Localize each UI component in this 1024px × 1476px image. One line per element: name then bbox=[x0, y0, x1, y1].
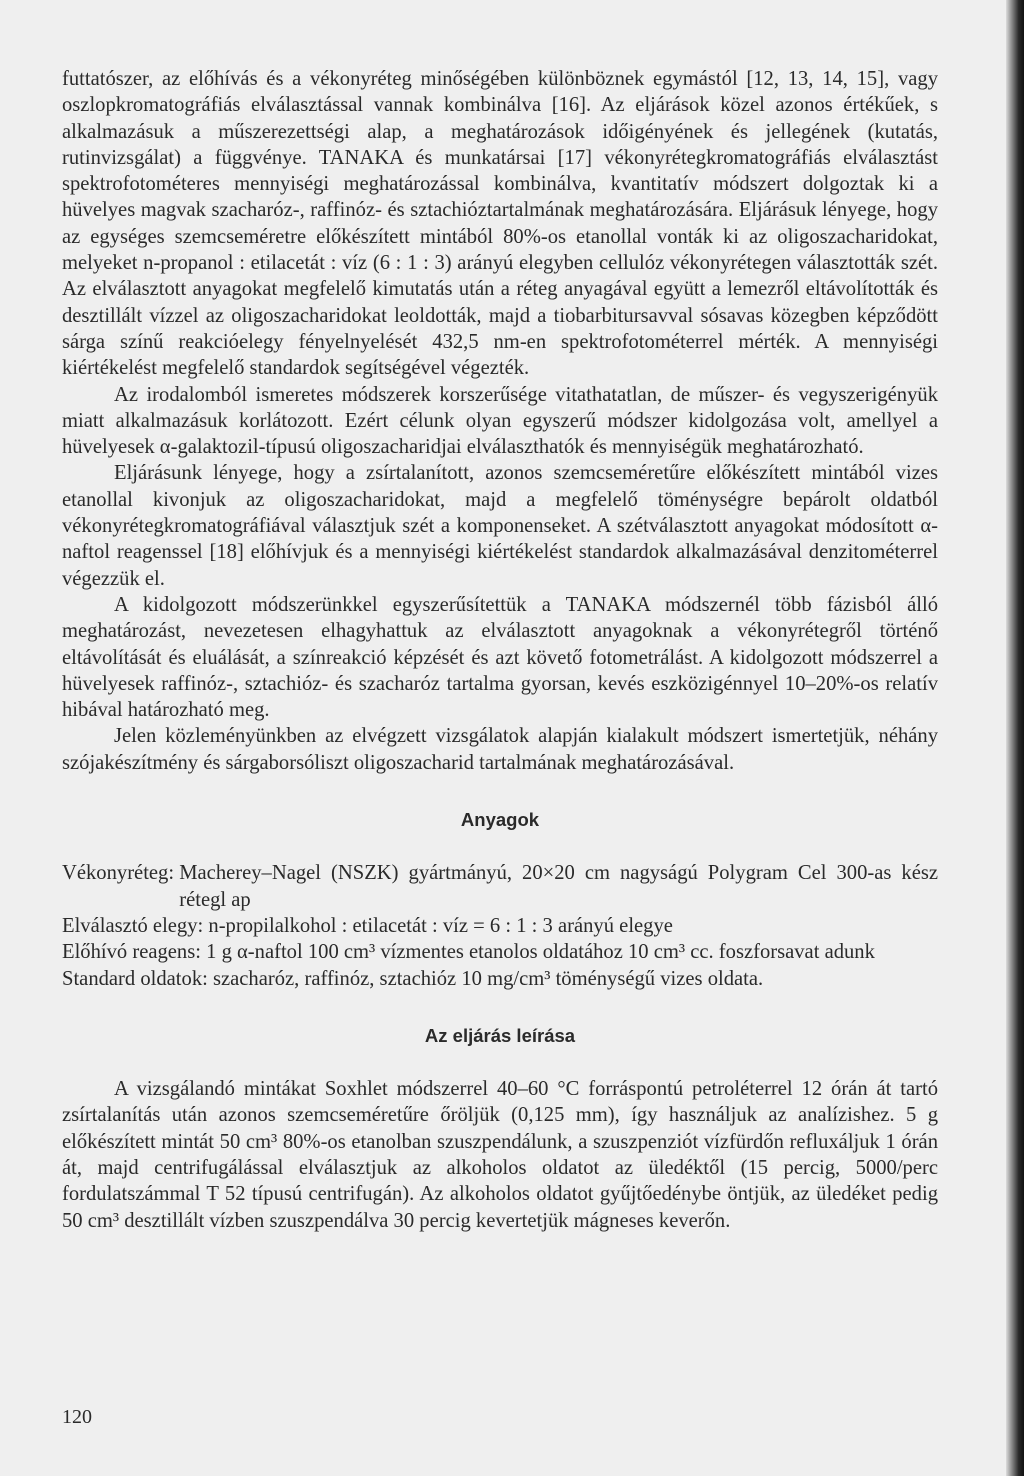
materials-text: n-propilalkohol : etilacetát : víz = 6 : 1 : 3 arányú elegye bbox=[208, 914, 673, 937]
materials-item bbox=[62, 913, 938, 939]
paragraph-5: Jelen közleményünkben az elvégzett vizsgálatok alapján kialakult módszert ismertetjük, néhány szójakészítmény és sárgaborsóliszt oligoszacharid tartalmának meghatározásával. bbox=[62, 725, 938, 774]
paragraph-1: futtatószer, az előhívás és a vékonyréteg minőségében különböznek egymástól [12, 13, 14, 15], vagy oszlopkromatográfiás elválasztással vannak kombinálva [16]. Az eljárások közel azonos értékűek, s alkalmazásuk a műszerezettségi alap, a meghatározások időigényének és jellegének (kutatás, rutinvizsgálat) a függvénye. TANAKA és munkatársai [17] vékonyrétegkromatográfiás elválasztást spektrofotométeres mennyiségi meghatározással kombinálva, kvantitatív módszert dolgoztak ki a hüvelyes magvak szacharóz-, raffinóz- és sztachióztartalmának meghatározására. Eljárásuk lényege, hogy az egységes szemcseméretre előkészített mintából 80%-os etanollal vonták ki az oligoszacharidokat, melyeket n-propanol : etilacetát : víz (6 : 1 : 3) arányú elegyben cellulóz vékonyrétegen választották szét. Az elválasztott anyagokat megfelelő kimutatás után a réteg anyagával együtt a lemezről eltávolították és desztillált vízzel az oligoszacharidokat leoldották, majd a tiobarbitursavval sósavas közegben képződött sárga színű reakcióelegy fényelnyelését 432,5 nm-en spektrofotométerrel mérték. A mennyiségi kiértékelést megfelelő standardok segítségével végezték. bbox=[62, 68, 938, 380]
heading-materials: Anyagok bbox=[460, 809, 540, 831]
materials-label: Standard oldatok: bbox=[62, 967, 213, 990]
scan-edge bbox=[1006, 0, 1024, 1476]
materials-text: szacharóz, raffinóz, sztachióz 10 mg/cm³ töménységű vizes oldata. bbox=[213, 967, 764, 990]
document-body bbox=[62, 66, 938, 1234]
materials-text: 1 g α-naftol 100 cm³ vízmentes etanolos oldatához 10 cm³ cc. foszforsavat adunk bbox=[206, 941, 875, 964]
materials-label: Elválasztó elegy: bbox=[62, 914, 209, 937]
materials-item bbox=[62, 939, 938, 965]
materials-text: Macherey–Nagel (NSZK) gyártmányú, 20×20 cm nagyságú Polygram Cel 300-as kész rétegl ap bbox=[179, 862, 938, 911]
procedure-paragraph: A vizsgálandó mintákat Soxhlet módszerrel 40–60 °C forráspontú petroléterrel 12 órán át tartó zsírtalanítás után azonos szemcseméretűre őröljük (0,125 mm), így használjuk az analízishez. 5 g előkészített mintát 50 cm³ 80%-os etanolban szuszpendálunk, a szuszpenziót vízfürdőn refluxáljuk 1 órán át, majd centrifugálással elválasztjuk az alkoholos oldatot az üledéktől (15 percig, 5000/perc fordulatszámmal T 52 típusú centrifugán). Az alkoholos oldatot gyűjtőedénybe öntjük, az üledéket pedig 50 cm³ desztillált vízben szuszpendálva 30 percig kevertetjük mágneses keverőn. bbox=[62, 1078, 938, 1232]
heading-procedure: Az eljárás leírása bbox=[424, 1024, 576, 1046]
materials-item bbox=[62, 966, 938, 992]
materials-item bbox=[62, 860, 938, 913]
paragraph-3: Eljárásunk lényege, hogy a zsírtalanított, azonos szemcseméretűre előkészített mintából vizes etanollal kivonjuk az oligoszacharidokat, majd a megfelelő töménységre bepárolt oldatból vékonyrétegkromatográfiával választjuk szét a komponenseket. A szétválasztott anyagokat módosított α-naftol reagenssel [18] előhívjuk és a mennyiségi kiértékelést standardok alkalmazásával denzitométerrel végezzük el. bbox=[62, 462, 938, 590]
paragraph-4: A kidolgozott módszerünkkel egyszerűsítettük a TANAKA módszernél több fázisból álló meghatározást, nevezetesen elhagyhattuk az elválasztott anyagoknak a vékonyrétegről történő eltávolítását és eluálását, a színreakció képzését és azt követő fotometrálást. A kidolgozott módszerrel a hüvelyesek raffinóz-, sztachióz- és szacharóz tartalma gyorsan, kevés eszközigénnyel 10–20%-os relatív hibával határozható meg. bbox=[62, 593, 938, 722]
paragraph-2: Az irodalomból ismeretes módszerek korszerűsége vitathatatlan, de műszer- és vegyszerigényük miatt alkalmazásuk korlátozott. Ezért célunk olyan egyszerű módszer kidolgozása volt, amellyel a hüvelyesek α-galaktozil-típusú oligoszacharidjai elválaszthatók és mennyiségük meghatározható. bbox=[62, 383, 938, 459]
materials-label: Vékonyréteg: bbox=[62, 862, 180, 885]
page-number: 120 bbox=[62, 1406, 92, 1428]
materials-label: Előhívó reagens: bbox=[62, 941, 207, 964]
materials-list bbox=[62, 860, 938, 991]
